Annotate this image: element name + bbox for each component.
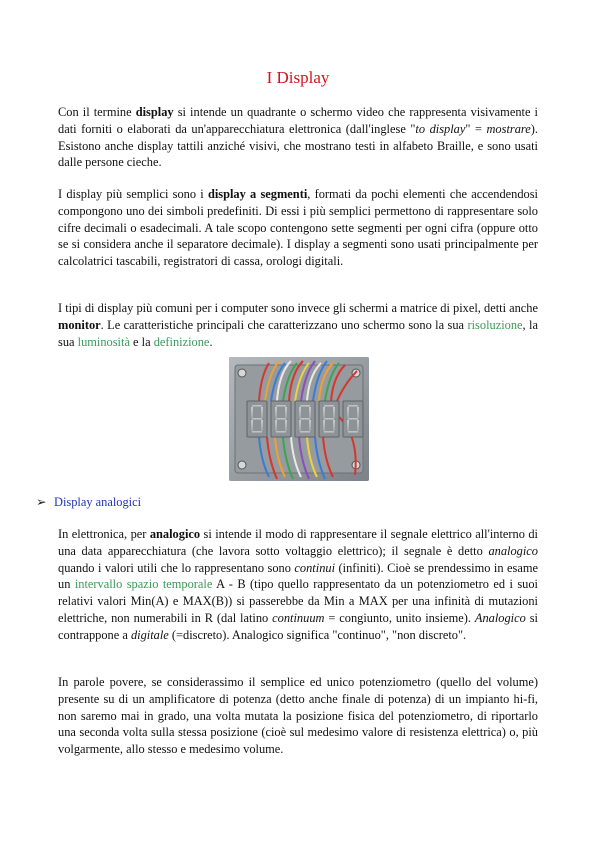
italic-term: digitale bbox=[130, 627, 169, 642]
text: si contrappone a bbox=[58, 610, 538, 642]
text: quando i valori utili che lo rappresentano sono bbox=[58, 560, 295, 575]
text: A - B (tipo quello rappresentato da un potenziometro ed i suoi relativi valori Min(A) e MAX(B)) si passerebbe da Min a MAX per una infinità di mutazioni elettriche, non numerabili in R (dal latino bbox=[58, 577, 538, 625]
link-definizione[interactable]: definizione bbox=[153, 334, 210, 349]
text: (=discreto). Analogico significa "continuo", "non discreto". bbox=[168, 627, 467, 642]
text: si intende un quadrante o schermo video che rappresenta visivamente i dati forniti o elaborati da un'apparecchiatura elettronica (dall'inglese " bbox=[58, 105, 538, 136]
bold-term: monitor bbox=[58, 317, 101, 332]
page-title: I Display bbox=[266, 68, 330, 87]
display-module-illustration bbox=[229, 357, 369, 481]
paragraph-analogico bbox=[58, 526, 538, 644]
bold-term: analogico bbox=[149, 527, 201, 541]
text: = congiunto, unito insieme). bbox=[324, 610, 475, 625]
bold-term: display a segmenti bbox=[207, 187, 308, 201]
paragraph-intro bbox=[58, 104, 538, 171]
italic-term: Analogico bbox=[474, 610, 526, 625]
seven-segment-display-photo bbox=[229, 357, 369, 481]
paragraph-segment-displays bbox=[58, 186, 538, 270]
text: In parole povere, se considerassimo il semplice ed unico potenziometro (quello del volume) presente su di un amplificatore di potenza (detto anche finale di potenza) di un impianto hi-fi, non saremo mai in grado, una volta mutata la posizione fisica del potenziometro, di riportarlo una seconda volta sulla stessa posizione (cioè sul medesimo valore di resistenza elettrica) o, più volgarmente, allo stesso e medesimo volume. bbox=[58, 675, 538, 757]
section-heading-text: Display analogici bbox=[54, 495, 142, 509]
paragraph-monitors bbox=[58, 300, 538, 350]
text: . Le caratteristiche principali che caratterizzano uno schermo sono la sua bbox=[100, 317, 468, 332]
italic-term: continuum bbox=[272, 610, 325, 625]
text: (infiniti). Cioè se prendessimo in esame un bbox=[58, 560, 538, 592]
text: e la bbox=[129, 334, 154, 349]
text: si intende il modo di rappresentare il segnale elettrico all'interno di una data apparecchiatura (che lavora sotto voltaggio elettrico); il segnale è detto bbox=[58, 527, 539, 558]
text: , la sua bbox=[58, 317, 539, 349]
link-risoluzione[interactable]: risoluzione bbox=[467, 317, 523, 332]
link-intervallo-spazio-temporale[interactable]: intervallo spazio temporale bbox=[74, 577, 213, 592]
paragraph-potenziometro bbox=[58, 674, 538, 758]
text: In elettronica, per bbox=[58, 527, 150, 541]
text: I display più semplici sono i bbox=[58, 187, 208, 201]
text: , formati da pochi elementi che accendendosi compongono uno dei simboli predefiniti. Di essi i più semplici permettono di rappresentare solo cifre decimali o esadecimali. A tale scopo contengono sette segmenti per ogni cifra (oppure otto se si considera anche il separatore decimale). I display a segmenti sono usati principalmente per calcolatrici tascabili, registratori di cassa, orologi digitali. bbox=[58, 187, 538, 269]
text: . bbox=[209, 334, 213, 349]
text: Con il termine bbox=[58, 105, 136, 119]
bold-term: display bbox=[135, 105, 174, 119]
italic-term: continui bbox=[294, 560, 336, 575]
italic-term: to display bbox=[415, 121, 466, 136]
text: I tipi di display più comuni per i computer sono invece gli schermi a matrice di pixel, detti anche bbox=[58, 301, 539, 315]
italic-term: analogico bbox=[488, 543, 538, 558]
text: " = bbox=[465, 121, 487, 136]
link-luminosita[interactable]: luminosità bbox=[77, 334, 130, 349]
italic-term: mostrare bbox=[486, 121, 531, 136]
section-heading-display-analogici bbox=[36, 494, 141, 510]
bullet-arrow-icon: ➢ bbox=[36, 495, 47, 509]
text: ). Esistono anche display tattili anziché visivi, che mostrano testi in alfabeto Braille, e sono usati dalle persone cieche. bbox=[58, 121, 539, 170]
